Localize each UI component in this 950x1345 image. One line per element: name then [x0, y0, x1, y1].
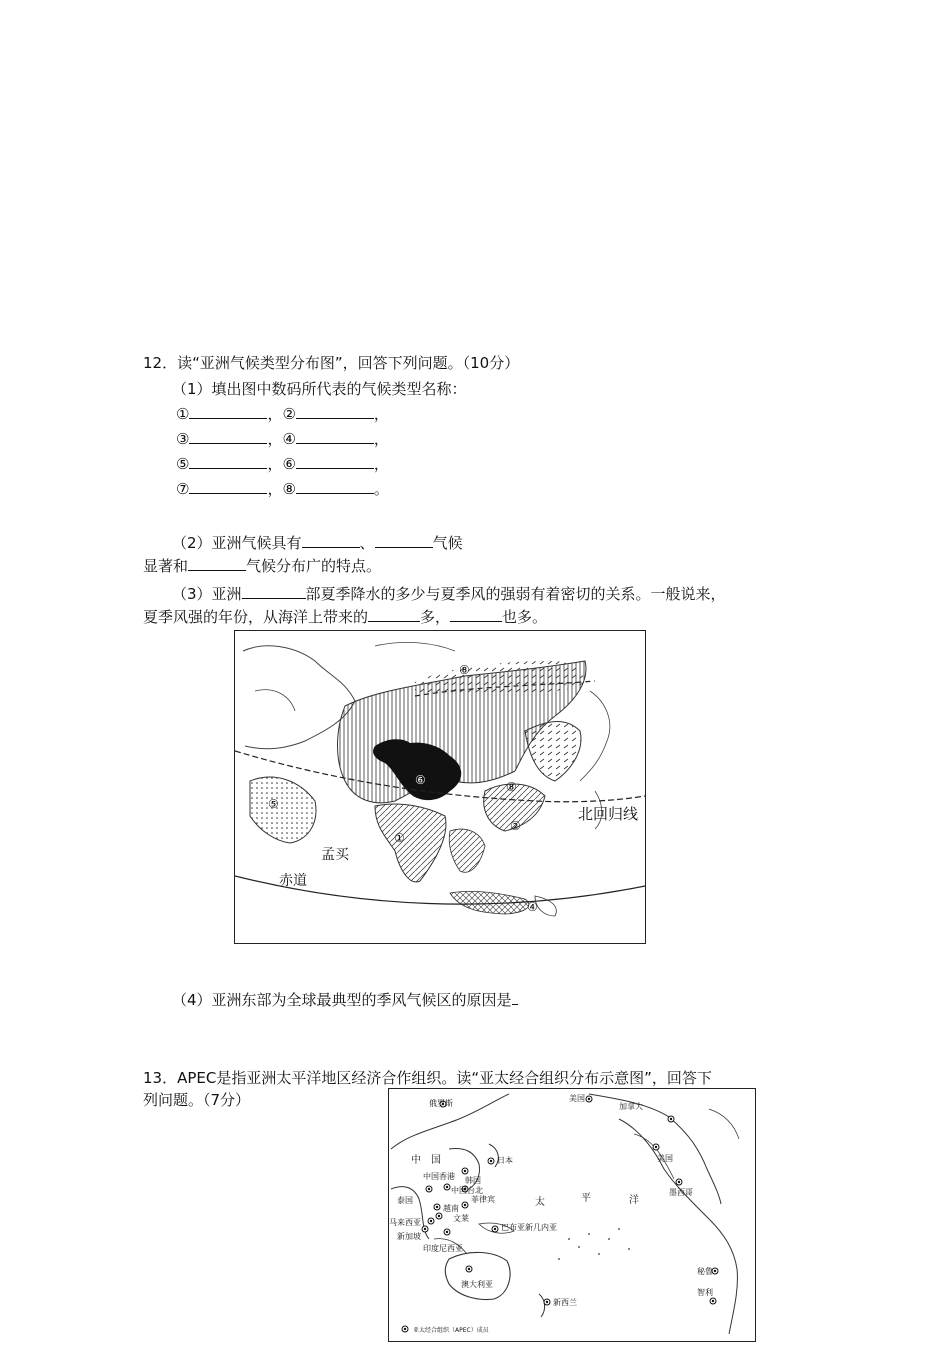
answer-blank-5[interactable] [189, 454, 267, 469]
answer-blank-15[interactable] [512, 990, 518, 1005]
answer-blank-14[interactable] [450, 607, 502, 622]
q13-title: 13．APEC是指亚洲太平洋地区经济合作组织。读“亚太经合组织分布示意图”，回答下 [143, 1069, 712, 1087]
label-indonesia: 印度尼西亚 [423, 1244, 463, 1253]
legend-label: 亚太经合组织（APEC）成员 [413, 1327, 489, 1334]
label-usa-alaska: 美国 [569, 1094, 585, 1103]
answer-blank-13[interactable] [368, 607, 420, 622]
label-malaysia: 马来西亚 [389, 1218, 421, 1227]
q12-part2-line1: （2）亚洲气候具有 、 气候 [172, 534, 463, 552]
ocean-char-2: 平 [581, 1193, 591, 1204]
label-philippines: 菲律宾 [471, 1195, 495, 1204]
answer-blank-10[interactable] [375, 533, 433, 548]
marker-8-north: ⑧ [459, 663, 470, 677]
label-singapore: 新加坡 [397, 1232, 421, 1241]
label-thailand: 泰国 [397, 1196, 413, 1205]
q12-blank-row-3: ⑤ ，⑥ ， [176, 455, 389, 473]
answer-blank-9[interactable] [302, 533, 360, 548]
label-mexico: 墨西哥 [669, 1188, 693, 1197]
label-brunei: 文莱 [453, 1214, 469, 1223]
label-japan: 日本 [497, 1156, 513, 1165]
label-peru: 秘鲁 [697, 1267, 713, 1276]
label-vietnam: 越南 [443, 1204, 459, 1213]
marker-1: ① [394, 831, 405, 845]
answer-blank-2[interactable] [296, 404, 374, 419]
answer-blank-7[interactable] [189, 479, 267, 494]
answer-blank-4[interactable] [296, 429, 374, 444]
marker-5: ⑤ [268, 797, 279, 811]
marker-4: ④ [527, 900, 538, 914]
marker-2: ② [510, 819, 521, 833]
answer-blank-11[interactable] [188, 556, 246, 571]
label-taipei: 中国台北 [451, 1186, 483, 1195]
apec-map [388, 1088, 756, 1342]
answer-blank-8[interactable] [296, 479, 374, 494]
label-hongkong: 中国香港 [423, 1172, 455, 1181]
asia-climate-map [234, 630, 646, 944]
q12-part3-line1: （3）亚洲 部夏季降水的多少与夏季风的强弱有着密切的关系。一般说来， [172, 585, 726, 603]
label-chile: 智利 [697, 1288, 713, 1297]
label-newzealand: 新西兰 [553, 1298, 577, 1307]
answer-blank-1[interactable] [189, 404, 267, 419]
asia-climate-map-svg [235, 631, 645, 943]
answer-blank-3[interactable] [189, 429, 267, 444]
marker-8-east: ⑧ [506, 780, 517, 794]
q12-part2-line2: 显著和 气候分布广的特点。 [143, 557, 382, 575]
equator-label: 赤道 [279, 873, 307, 889]
tropic-label: 北回归线 [578, 805, 639, 823]
q12-part1: （1）填出图中数码所代表的气候类型名称： [172, 380, 467, 398]
q12-title: 12．读“亚洲气候类型分布图”，回答下列问题。（10分） [143, 354, 520, 372]
marker-7: ⑦ [442, 766, 453, 780]
marker-6: ⑥ [415, 773, 426, 787]
label-png: 巴布亚新几内亚 [501, 1223, 557, 1232]
ocean-char-1: 太 [535, 1197, 545, 1208]
q12-blank-row-4: ⑦ ，⑧ 。 [176, 480, 389, 498]
label-usa: 美国 [657, 1154, 673, 1163]
label-australia: 澳大利亚 [461, 1280, 493, 1289]
label-canada: 加拿大 [619, 1102, 643, 1111]
answer-blank-6[interactable] [296, 454, 374, 469]
answer-blank-12[interactable] [242, 584, 306, 599]
q12-blank-row-2: ③ ，④ ， [176, 430, 389, 448]
apec-map-svg [389, 1089, 755, 1341]
mumbai-label: 孟买 [321, 847, 349, 863]
q12-blank-row-1: ① ，② ， [176, 405, 389, 423]
q12-part4: （4）亚洲东部为全球最典型的季风气候区的原因是 [172, 990, 518, 1010]
label-russia: 俄罗斯 [429, 1099, 453, 1108]
ocean-char-3: 洋 [629, 1195, 639, 1206]
q12-part3-line2: 夏季风强的年份，从海洋上带来的 多， 也多。 [143, 608, 548, 626]
label-china: 中 国 [411, 1155, 441, 1166]
q13-title-2: 列问题。（7分） [143, 1091, 251, 1109]
label-korea: 韩国 [465, 1176, 481, 1185]
